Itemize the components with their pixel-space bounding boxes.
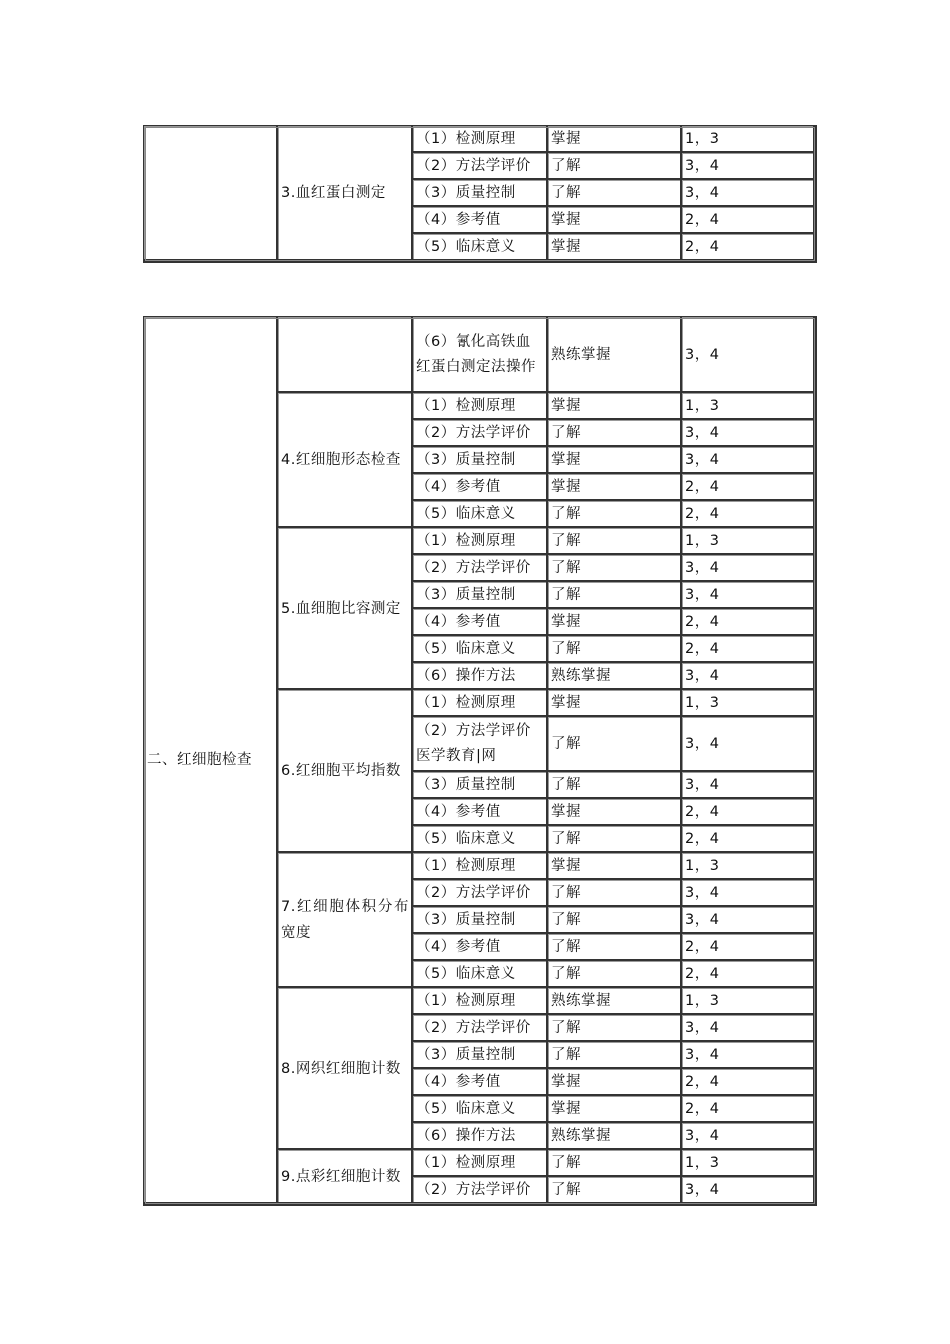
code-cell: 3，4 (682, 1015, 815, 1042)
level-cell: 了解 (548, 153, 682, 180)
topic-text: 6.红细胞平均指数 (281, 763, 401, 779)
item-cell: （1）检测原理 (413, 988, 548, 1015)
code-cell: 3，4 (682, 1177, 815, 1204)
code-cell: 3，4 (682, 317, 815, 393)
item-cell (413, 717, 548, 772)
code-cell: 1，3 (682, 853, 815, 880)
item-cell: （5）临床意义 (413, 826, 548, 853)
item-cell: （2）方法学评价 (413, 153, 548, 180)
code-cell: 2，4 (682, 501, 815, 528)
level-cell: 掌握 (548, 393, 682, 420)
level-cell: 熟练掌握 (548, 317, 682, 393)
code-cell: 3，4 (682, 772, 815, 799)
section-cell: 二、红细胞检查 (144, 317, 278, 1204)
level-cell: 掌握 (548, 690, 682, 717)
topic-text: 5.血细胞比容测定 (281, 600, 401, 617)
item-cell (413, 317, 548, 393)
topic-cell (278, 1150, 413, 1204)
level-cell: 了解 (548, 180, 682, 207)
section-cell (144, 126, 278, 261)
code-cell: 3，4 (682, 1042, 815, 1069)
item-cell: （2）方法学评价 (413, 1177, 548, 1204)
topic-cell (278, 393, 413, 528)
code-cell: 2，4 (682, 961, 815, 988)
item-cell: （1）检测原理 (413, 690, 548, 717)
item-cell: （3）质量控制 (413, 582, 548, 609)
syllabus-table-2 (143, 316, 817, 1206)
level-cell: 了解 (548, 582, 682, 609)
topic-text: 8.网织红细胞计数 (281, 1060, 401, 1077)
item-cell: （4）参考值 (413, 799, 548, 826)
level-cell: 了解 (548, 1042, 682, 1069)
item-cell: （3）质量控制 (413, 907, 548, 934)
level-cell: 熟练掌握 (548, 1123, 682, 1150)
topic-text: 4.红细胞形态检查 (281, 452, 401, 468)
code-cell: 2，4 (682, 207, 815, 234)
topic-text: 7.红细胞体积分布宽度 (281, 899, 409, 941)
item-cell: （5）临床意义 (413, 636, 548, 663)
level-cell: 了解 (548, 555, 682, 582)
syllabus-table-1 (143, 125, 817, 263)
level-cell: 掌握 (548, 207, 682, 234)
code-cell: 1，3 (682, 528, 815, 555)
level-cell: 了解 (548, 420, 682, 447)
item-text: （2）方法学评价医学教育|网 (416, 723, 531, 764)
level-cell: 掌握 (548, 609, 682, 636)
code-cell: 1，3 (682, 690, 815, 717)
level-cell: 了解 (548, 717, 682, 772)
item-cell: （3）质量控制 (413, 1042, 548, 1069)
topic-cell: 3.血红蛋白测定 (278, 126, 413, 261)
code-cell: 3，4 (682, 555, 815, 582)
topic-cell (278, 528, 413, 690)
code-cell: 2，4 (682, 609, 815, 636)
level-cell: 掌握 (548, 474, 682, 501)
level-cell: 熟练掌握 (548, 988, 682, 1015)
item-cell: （2）方法学评价 (413, 1015, 548, 1042)
topic-cell (278, 690, 413, 853)
level-cell: 了解 (548, 961, 682, 988)
code-cell: 3，4 (682, 420, 815, 447)
topic-cell (278, 988, 413, 1150)
code-cell: 3，4 (682, 1123, 815, 1150)
level-cell: 了解 (548, 1177, 682, 1204)
item-cell: （1）检测原理 (413, 393, 548, 420)
level-cell: 掌握 (548, 447, 682, 474)
item-cell: （5）临床意义 (413, 1096, 548, 1123)
code-cell: 2，4 (682, 934, 815, 961)
level-cell: 了解 (548, 636, 682, 663)
item-cell: （2）方法学评价 (413, 880, 548, 907)
level-cell: 了解 (548, 1150, 682, 1177)
code-cell: 1，3 (682, 1150, 815, 1177)
item-cell: （1）检测原理 (413, 528, 548, 555)
level-cell: 了解 (548, 880, 682, 907)
code-cell: 2，4 (682, 636, 815, 663)
level-cell: 掌握 (548, 126, 682, 153)
code-cell: 2，4 (682, 1069, 815, 1096)
item-cell: （3）质量控制 (413, 447, 548, 474)
level-cell: 熟练掌握 (548, 663, 682, 690)
code-cell: 1，3 (682, 988, 815, 1015)
topic-cell (278, 317, 413, 393)
item-cell: （5）临床意义 (413, 234, 548, 261)
level-cell: 掌握 (548, 1096, 682, 1123)
code-cell: 3，4 (682, 180, 815, 207)
code-cell: 3，4 (682, 880, 815, 907)
code-cell: 3，4 (682, 717, 815, 772)
code-cell: 3，4 (682, 663, 815, 690)
code-cell: 2，4 (682, 1096, 815, 1123)
item-cell: （1）检测原理 (413, 853, 548, 880)
level-cell: 掌握 (548, 1069, 682, 1096)
item-cell: （1）检测原理 (413, 126, 548, 153)
item-text: （6）氰化高铁血红蛋白测定法操作 (416, 333, 536, 375)
level-cell: 了解 (548, 772, 682, 799)
code-cell: 2，4 (682, 826, 815, 853)
code-cell: 2，4 (682, 474, 815, 501)
code-cell: 3，4 (682, 447, 815, 474)
item-cell: （4）参考值 (413, 934, 548, 961)
level-cell: 了解 (548, 907, 682, 934)
item-cell: （4）参考值 (413, 474, 548, 501)
item-cell: （6）操作方法 (413, 663, 548, 690)
code-cell: 3，4 (682, 153, 815, 180)
item-cell: （4）参考值 (413, 1069, 548, 1096)
item-cell: （5）临床意义 (413, 961, 548, 988)
item-cell: （1）检测原理 (413, 1150, 548, 1177)
item-cell: （4）参考值 (413, 609, 548, 636)
level-cell: 了解 (548, 934, 682, 961)
item-cell: （4）参考值 (413, 207, 548, 234)
item-cell: （3）质量控制 (413, 772, 548, 799)
level-cell: 掌握 (548, 853, 682, 880)
item-cell: （3）质量控制 (413, 180, 548, 207)
topic-cell (278, 853, 413, 988)
code-cell: 3，4 (682, 907, 815, 934)
code-cell: 2，4 (682, 799, 815, 826)
code-cell: 2，4 (682, 234, 815, 261)
code-cell: 1，3 (682, 393, 815, 420)
level-cell: 掌握 (548, 234, 682, 261)
level-cell: 了解 (548, 501, 682, 528)
code-cell: 3，4 (682, 582, 815, 609)
item-cell: （2）方法学评价 (413, 420, 548, 447)
item-cell: （6）操作方法 (413, 1123, 548, 1150)
level-cell: 了解 (548, 826, 682, 853)
item-cell: （5）临床意义 (413, 501, 548, 528)
item-cell: （2）方法学评价 (413, 555, 548, 582)
topic-text: 9.点彩红细胞计数 (281, 1168, 401, 1185)
level-cell: 掌握 (548, 799, 682, 826)
level-cell: 了解 (548, 1015, 682, 1042)
level-cell: 了解 (548, 528, 682, 555)
code-cell: 1，3 (682, 126, 815, 153)
